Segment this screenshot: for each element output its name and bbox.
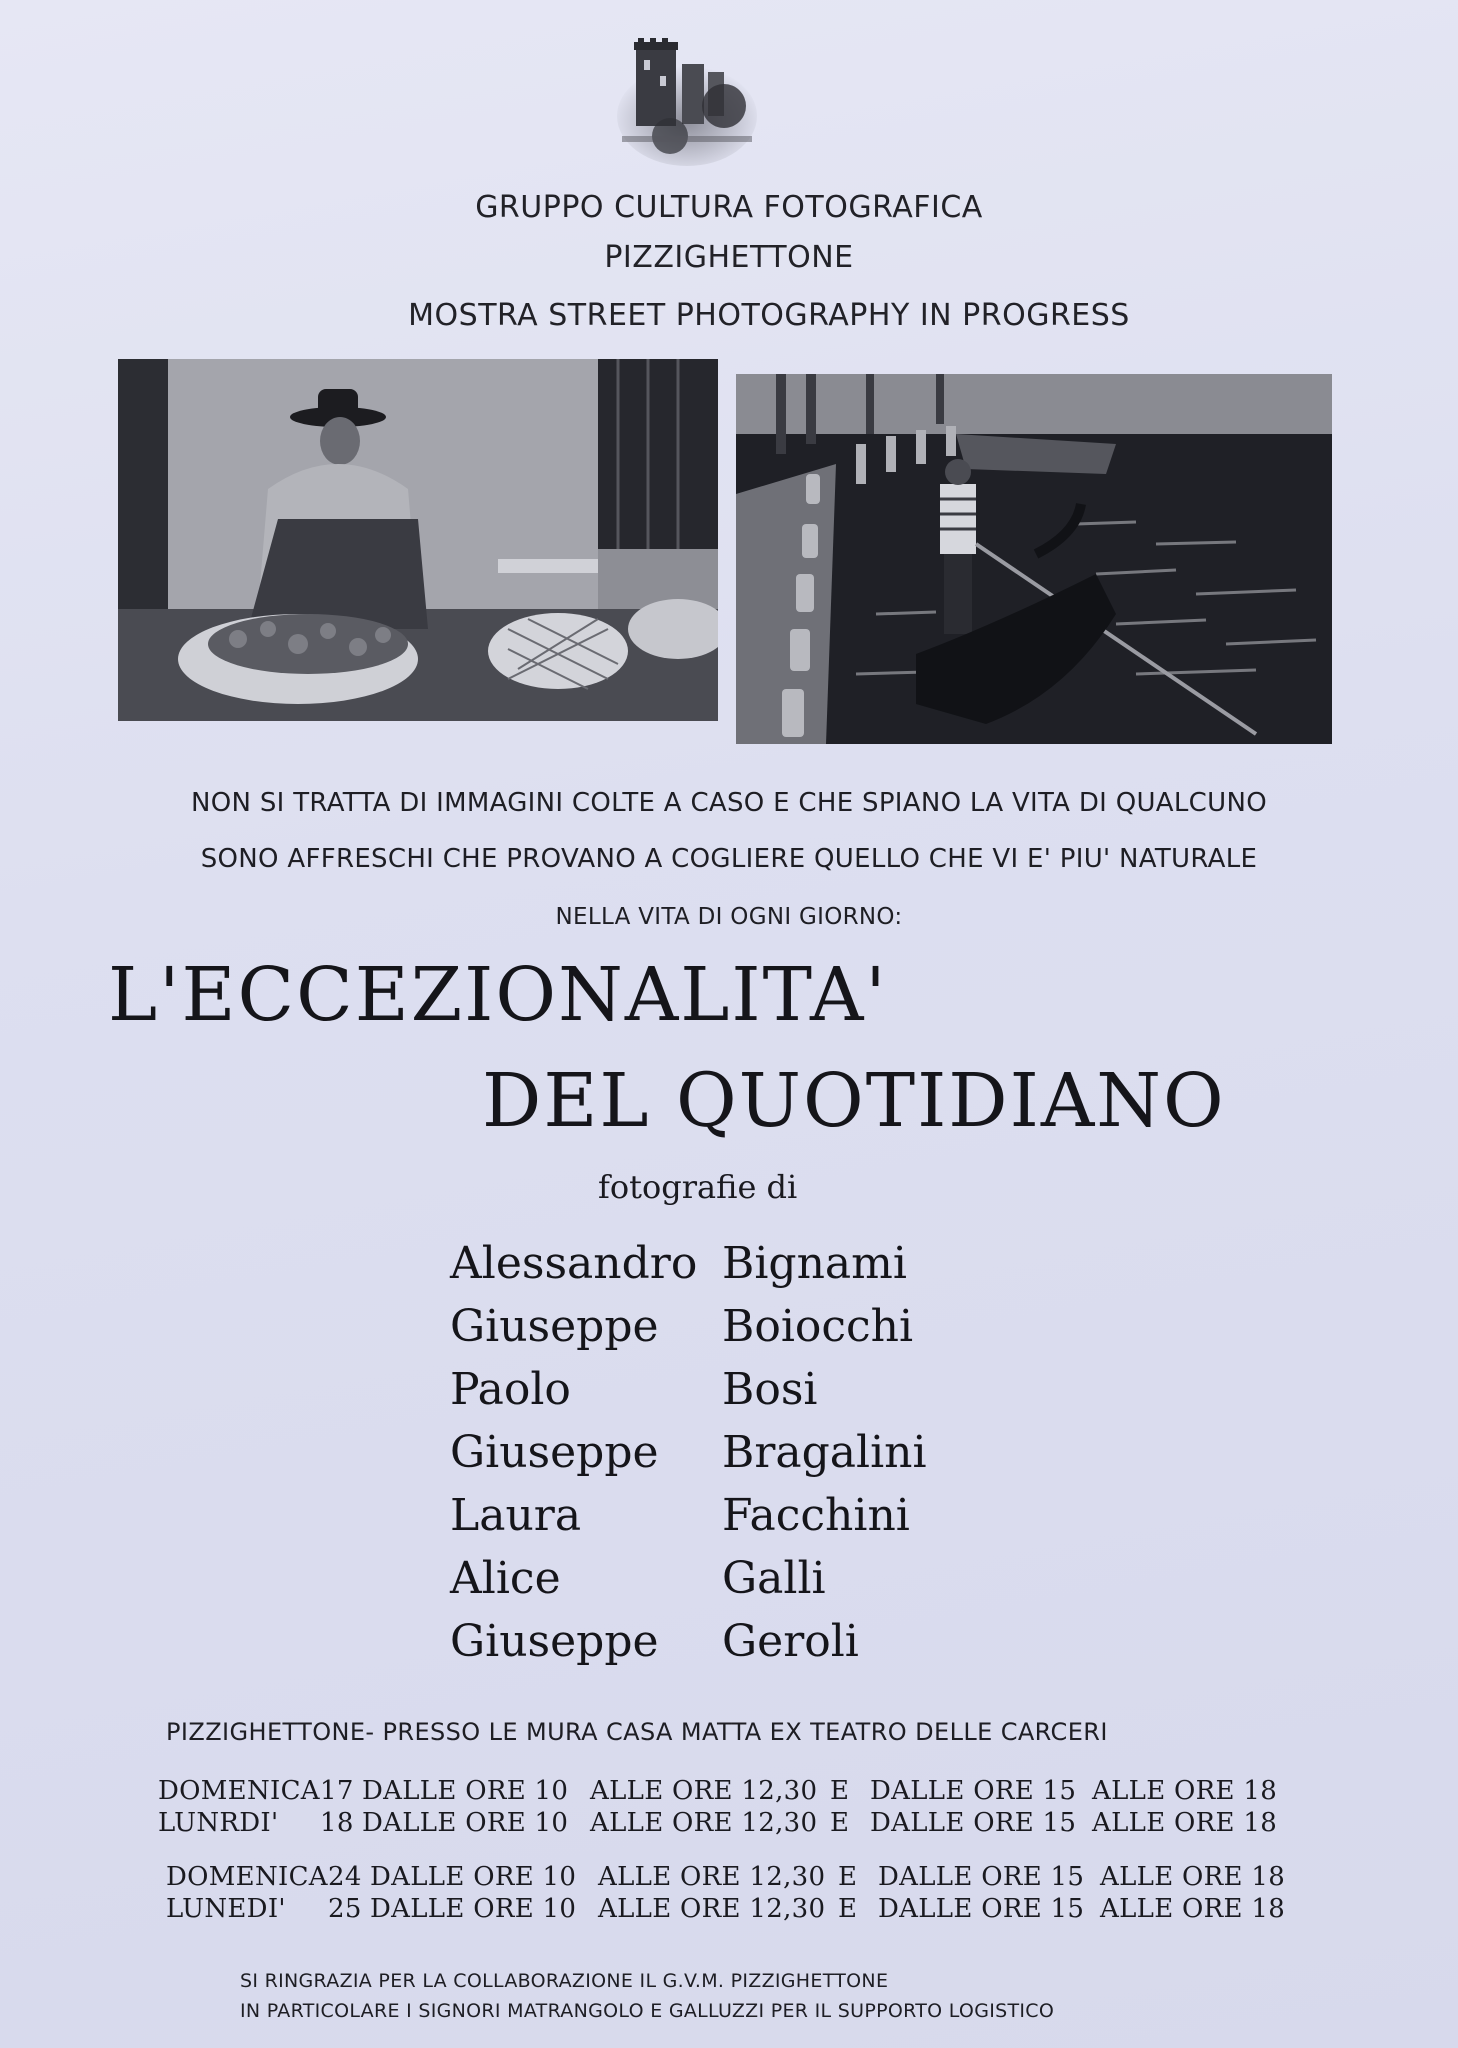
schedule-and: E	[830, 1776, 850, 1806]
acknowledgements	[240, 1966, 1054, 2026]
photographer-row	[450, 1490, 927, 1553]
schedule-row	[158, 1776, 1277, 1808]
photographer-row	[450, 1616, 927, 1679]
org-location: PIZZIGHETTONE	[604, 240, 854, 275]
schedule-row	[166, 1862, 1285, 1894]
photographer-first-name: Alessandro	[450, 1238, 698, 1289]
schedule-date: 24	[328, 1862, 362, 1892]
acknowledgement-line-2: IN PARTICOLARE I SIGNORI MATRANGOLO E GALLUZZI PER IL SUPPORTO LOGISTICO	[240, 2000, 1055, 2022]
photographer-row	[450, 1301, 927, 1364]
photographer-last-name: Facchini	[722, 1490, 910, 1541]
photographer-first-name: Giuseppe	[450, 1427, 659, 1478]
schedule-from: DALLE ORE 10	[362, 1776, 569, 1806]
schedule-and: E	[830, 1808, 850, 1838]
photographer-row	[450, 1364, 927, 1427]
schedule-to: ALLE ORE 12,30	[598, 1862, 826, 1892]
photographer-first-name: Giuseppe	[450, 1616, 659, 1667]
photographer-first-name: Giuseppe	[450, 1301, 659, 1352]
venue-line: PIZZIGHETTONE- PRESSO LE MURA CASA MATTA EX TEATRO DELLE CARCERI	[166, 1718, 1108, 1746]
schedule-to-afternoon: ALLE ORE 18	[1100, 1894, 1286, 1924]
schedule-and: E	[838, 1894, 858, 1924]
schedule-date: 17	[320, 1776, 354, 1806]
schedule-row	[166, 1894, 1285, 1926]
schedule-day: DOMENICA	[166, 1862, 328, 1892]
schedule-from-afternoon: DALLE ORE 15	[870, 1808, 1077, 1838]
photographer-last-name: Bignami	[722, 1238, 907, 1289]
schedule-day: DOMENICA	[158, 1776, 320, 1806]
schedule-to: ALLE ORE 12,30	[598, 1894, 826, 1924]
schedule-to: ALLE ORE 12,30	[590, 1808, 818, 1838]
schedule-from-afternoon: DALLE ORE 15	[878, 1862, 1085, 1892]
schedule-from: DALLE ORE 10	[362, 1808, 569, 1838]
acknowledgement-line-1: SI RINGRAZIA PER LA COLLABORAZIONE IL G.V.M. PIZZIGHETTONE	[240, 1970, 889, 1992]
photographer-list	[450, 1238, 927, 1679]
org-name: GRUPPO CULTURA FOTOGRAFICA	[475, 190, 983, 225]
schedule-to-afternoon: ALLE ORE 18	[1092, 1776, 1278, 1806]
schedule-from-afternoon: DALLE ORE 15	[878, 1894, 1085, 1924]
market-vendor-photo	[118, 359, 718, 721]
photographer-row	[450, 1427, 927, 1490]
schedule-day: LUNRDI'	[158, 1808, 279, 1838]
schedule-week-1	[158, 1776, 1277, 1840]
schedule-from: DALLE ORE 10	[370, 1894, 577, 1924]
description-line-1: NON SI TRATTA DI IMMAGINI COLTE A CASO E CHE SPIANO LA VITA DI QUALCUNO	[191, 788, 1267, 818]
photographer-last-name: Bosi	[722, 1364, 818, 1415]
schedule-date: 18	[320, 1808, 354, 1838]
description-line-2: SONO AFFRESCHI CHE PROVANO A COGLIERE QUELLO CHE VI E' PIU' NATURALE	[200, 844, 1258, 874]
schedule-from: DALLE ORE 10	[370, 1862, 577, 1892]
schedule-to-afternoon: ALLE ORE 18	[1092, 1808, 1278, 1838]
exhibition-subtitle: MOSTRA STREET PHOTOGRAPHY IN PROGRESS	[408, 298, 1130, 333]
photographer-last-name: Galli	[722, 1553, 826, 1604]
photographer-first-name: Alice	[450, 1553, 561, 1604]
schedule-and: E	[838, 1862, 858, 1892]
photographer-first-name: Laura	[450, 1490, 582, 1541]
photographer-row	[450, 1553, 927, 1616]
byline: fotografie di	[598, 1168, 798, 1206]
title-line-1: L'ECCEZIONALITA'	[108, 952, 888, 1038]
schedule-week-2	[166, 1862, 1285, 1926]
castle-tower-logo	[612, 36, 762, 170]
schedule-date: 25	[328, 1894, 362, 1924]
schedule-row	[158, 1808, 1277, 1840]
photographer-first-name: Paolo	[450, 1364, 571, 1415]
schedule-to: ALLE ORE 12,30	[590, 1776, 818, 1806]
title-line-2: DEL QUOTIDIANO	[482, 1058, 1226, 1144]
photographer-row	[450, 1238, 927, 1301]
photographer-last-name: Boiocchi	[722, 1301, 914, 1352]
photographer-last-name: Bragalini	[722, 1427, 927, 1478]
schedule-from-afternoon: DALLE ORE 15	[870, 1776, 1077, 1806]
schedule-day: LUNEDI'	[166, 1894, 286, 1924]
photographer-last-name: Geroli	[722, 1616, 859, 1667]
description-line-3: NELLA VITA DI OGNI GIORNO:	[555, 904, 903, 930]
schedule-to-afternoon: ALLE ORE 18	[1100, 1862, 1286, 1892]
gondola-canal-photo	[736, 374, 1332, 744]
